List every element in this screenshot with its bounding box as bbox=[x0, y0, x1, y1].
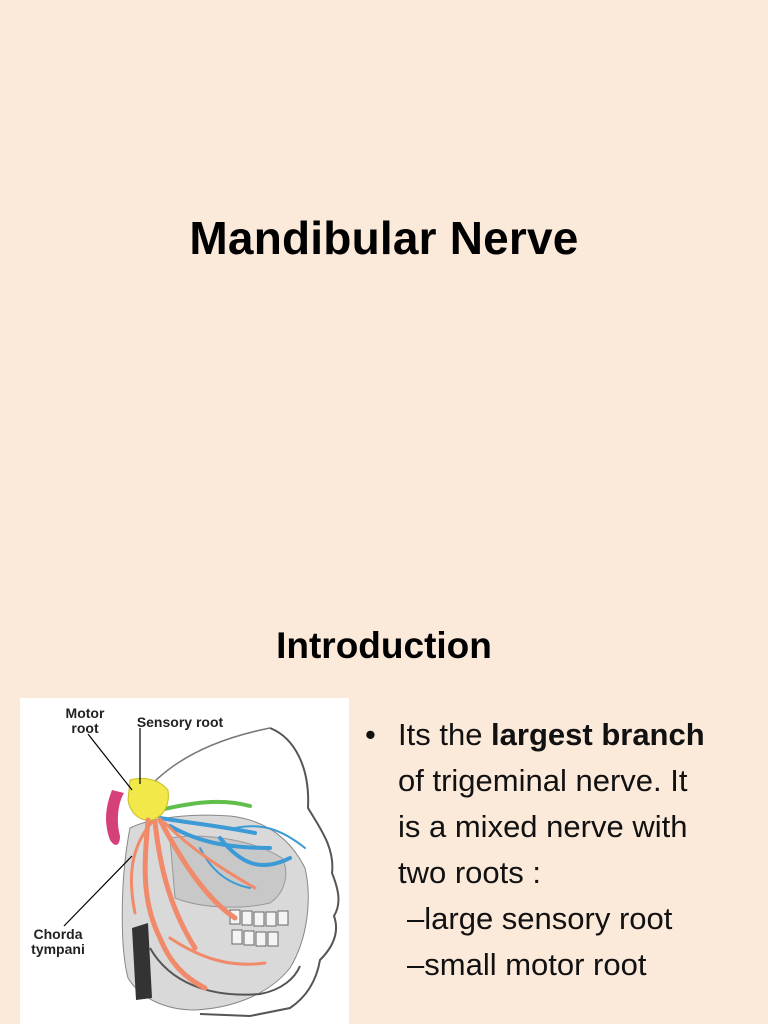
chorda-tympani-ear bbox=[106, 790, 124, 845]
bold-phrase: largest branch bbox=[491, 717, 705, 752]
slide-title: Mandibular Nerve bbox=[189, 212, 579, 264]
bullet-line-4: two roots : bbox=[398, 855, 541, 890]
sensory-root-label: Sensory root bbox=[136, 714, 224, 730]
bullet-symbol: • bbox=[365, 717, 376, 752]
introduction-slide bbox=[0, 576, 768, 1024]
chorda-tympani-label: Chorda tympani bbox=[31, 926, 85, 957]
motor-root-leader-line bbox=[88, 734, 132, 790]
sub-item-motor-root bbox=[365, 942, 760, 988]
sub-item-dash: – bbox=[407, 947, 425, 982]
bullet-item bbox=[365, 712, 760, 896]
bullet-line-1: Its the largest branch bbox=[398, 717, 705, 752]
bullet-line-2: of trigeminal nerve. It bbox=[398, 763, 688, 798]
bullet-list bbox=[365, 712, 760, 988]
sub-item-text: small motor root bbox=[424, 947, 647, 982]
anatomy-drawing bbox=[20, 698, 349, 1024]
mandibular-nerve-illustration bbox=[20, 698, 349, 1024]
sub-item-dash: – bbox=[407, 901, 425, 936]
sub-item-sensory-root bbox=[365, 896, 760, 942]
bullet-line-3: is a mixed nerve with bbox=[398, 809, 688, 844]
slide-heading: Introduction bbox=[276, 625, 492, 666]
motor-root-label: Motor root bbox=[65, 705, 105, 736]
sensory-root-ganglion bbox=[128, 778, 168, 820]
green-nerve-branch bbox=[160, 802, 250, 810]
sub-item-text: large sensory root bbox=[424, 901, 673, 936]
